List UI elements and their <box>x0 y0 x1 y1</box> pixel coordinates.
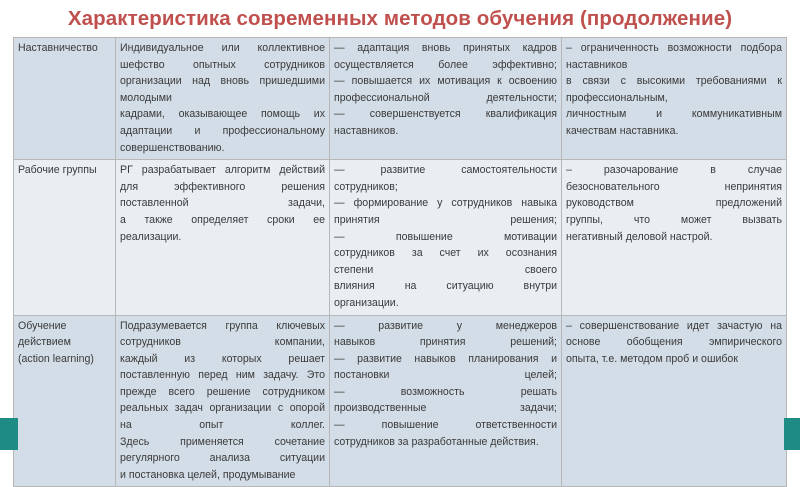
cell-text-line: личностным и коммуникативным <box>566 108 782 121</box>
cell-text-line: — возможность решать <box>334 385 557 398</box>
methods-table-body <box>14 38 787 487</box>
cell-text-line: сотрудников за счет их осознания <box>334 247 557 260</box>
cell-text-line: качествам наставника. <box>566 124 679 137</box>
advantages-cell <box>330 160 562 315</box>
cell-text-line: — повышается их мотивация к освоению <box>334 75 557 88</box>
cell-text-line: организации. <box>334 296 399 309</box>
cell-text-line: — развитие у менеджеров <box>334 319 557 332</box>
slide-title: Характеристика современных методов обучения (продолжение) <box>67 7 733 30</box>
cell-text-line: руководством предложений <box>566 197 782 210</box>
cell-text-line: негативный деловой настрой. <box>566 230 713 243</box>
disadvantages-cell <box>562 315 787 487</box>
cell-text-line: принятия решения; <box>334 213 557 226</box>
cell-text-line: для эффективного решения <box>120 180 325 193</box>
method-name-cell <box>14 160 116 315</box>
cell-text-line: Индивидуальное или коллективное <box>120 42 325 54</box>
cell-text-line: — совершенствуется квалификация <box>334 108 557 121</box>
cell-text-line: реальных задач организации с опорой <box>120 402 325 415</box>
cell-text-line: в связи с высокими требованиями к <box>566 75 782 88</box>
disadvantages-cell <box>562 160 787 315</box>
cell-text-line: поставленной задачи, <box>120 197 325 210</box>
cell-text-line: постановки целей; <box>334 369 557 382</box>
cell-text-line: прежде всего решение сотрудником <box>120 385 325 398</box>
cell-text-line: – совершенствование идет зачастую на <box>566 319 782 332</box>
cell-text-line: степени своего <box>334 263 557 276</box>
methods-table-container <box>13 37 786 481</box>
advantages-cell <box>330 315 562 487</box>
methods-table <box>13 37 787 487</box>
cell-text-line: – разочарование в случае <box>566 164 782 177</box>
cell-text-line: адаптации и профессиональному <box>120 124 325 137</box>
disadvantages-cell <box>562 38 787 160</box>
cell-text-line: группы, что может вызвать <box>566 213 782 226</box>
method-name-cell <box>14 315 116 487</box>
cell-text-line: — адаптация вновь принятых кадров <box>334 42 557 54</box>
description-cell <box>116 315 330 487</box>
method-name-cell <box>14 38 116 160</box>
cell-text-line: навыков принятия решений; <box>334 336 557 349</box>
cell-text-line: профессиональной деятельности; <box>334 91 557 104</box>
cell-text-line: Здесь применяется сочетание <box>120 435 325 448</box>
cell-text-line: сотрудников за разработанные действия. <box>334 435 539 448</box>
cell-text-line: — повышение мотивации <box>334 230 557 243</box>
cell-text-line: а также определяет сроки ее <box>120 213 325 226</box>
cell-text-line: — формирование у сотрудников навыка <box>334 197 557 210</box>
cell-text-line: — развитие навыков планирования и <box>334 352 557 365</box>
decorative-corner-right <box>784 418 800 450</box>
cell-text-line: – ограниченность возможности подбора <box>566 42 782 54</box>
description-cell <box>116 160 330 315</box>
cell-text-line: регулярного анализа ситуации <box>120 452 325 465</box>
description-cell <box>116 38 330 160</box>
cell-text-line: реализации. <box>120 230 182 243</box>
cell-text-line: Наставничество <box>18 42 98 54</box>
table-row <box>14 38 787 160</box>
cell-text-line: совершенствованию. <box>120 141 225 154</box>
cell-text-line: шефство опытных сотрудников <box>120 58 325 71</box>
cell-text-line: профессиональным, <box>566 91 668 104</box>
cell-text-line: организации над вновь пришедшими <box>120 75 325 88</box>
table-row <box>14 315 787 487</box>
cell-text-line: наставников <box>566 58 628 71</box>
cell-text-line: Рабочие группы <box>18 164 97 177</box>
cell-text-line: и постановка целей, продумывание <box>120 468 296 481</box>
cell-text-line: каждый из которых решает <box>120 352 325 365</box>
table-row <box>14 160 787 315</box>
cell-text-line: производственные задачи; <box>334 402 557 415</box>
cell-text-line: Подразумевается группа ключевых <box>120 319 325 332</box>
decorative-corner-left <box>0 418 18 450</box>
cell-text-line: осуществляется более эффективно; <box>334 58 557 71</box>
cell-text-line: — повышение ответственности <box>334 419 557 432</box>
cell-text-line: влияния на ситуацию внутри <box>334 280 557 293</box>
cell-text-line: поставленную перед ним задачу. Это <box>120 369 325 382</box>
advantages-cell <box>330 38 562 160</box>
cell-text-line: сотрудников компании, <box>120 336 325 349</box>
cell-text-line: — развитие самостоятельности <box>334 164 557 177</box>
cell-text-line: кадрами, оказывающее помощь их <box>120 108 325 121</box>
cell-text-line: наставников. <box>334 124 399 137</box>
cell-text-line: Обучение <box>18 319 67 332</box>
cell-text-line: безосновательного непринятия <box>566 180 782 193</box>
cell-text-line: сотрудников; <box>334 180 398 193</box>
cell-text-line: действием <box>18 336 71 349</box>
cell-text-line: опыта, т.е. методом проб и ошибок <box>566 352 738 365</box>
cell-text-line: на опыт коллег. <box>120 419 325 432</box>
cell-text-line: молодыми <box>120 91 172 104</box>
cell-text-line: (action learning) <box>18 352 94 365</box>
cell-text-line: основе обобщения эмпирического <box>566 336 782 349</box>
cell-text-line: РГ разрабатывает алгоритм действий <box>120 164 325 177</box>
